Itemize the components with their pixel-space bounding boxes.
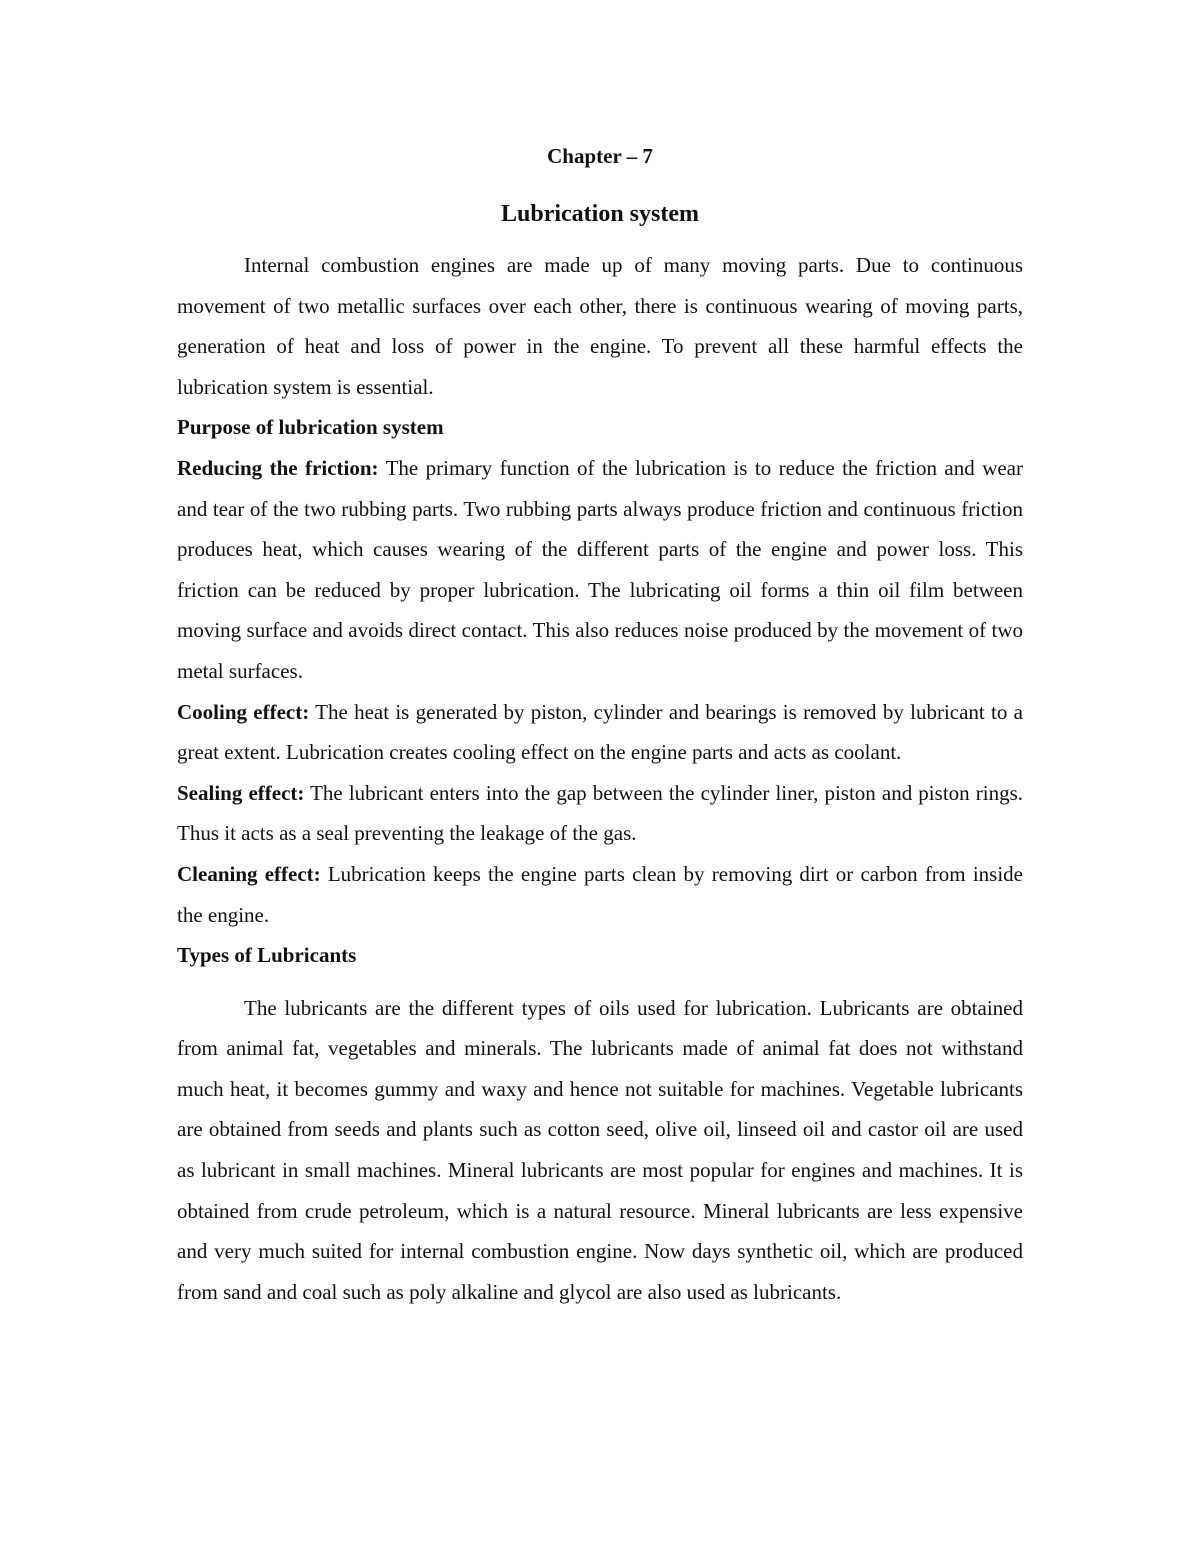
intro-paragraph: Internal combustion engines are made up of many moving parts. Due to continuous movement of two metallic surfaces over each other, there is continuous wearing of moving parts, generation of heat and loss of power in the engine. To prevent all these harmful effects the lubrication system is essential. bbox=[177, 253, 1023, 399]
purpose-friction-lead: Reducing the friction: bbox=[177, 455, 379, 480]
purpose-cleaning-paragraph bbox=[177, 854, 1023, 935]
purpose-heading: Purpose of lubrication system bbox=[177, 415, 444, 440]
purpose-cooling-lead: Cooling effect: bbox=[177, 699, 310, 724]
purpose-cooling-text: The heat is generated by piston, cylinder and bearings is removed by lubricant to a great extent. Lubrication creates cooling effect on the engine parts and acts as coolant. bbox=[177, 699, 1023, 765]
purpose-cleaning-lead: Cleaning effect: bbox=[177, 861, 321, 886]
purpose-friction-text: The primary function of the lubrication is to reduce the friction and wear and tear of the two rubbing parts. Two rubbing parts always produce friction and continuous friction produces heat, which causes wearing of the different parts of the engine and power loss. This friction can be reduced by proper lubrication. The lubricating oil forms a thin oil film between moving surface and avoids direct contact. This also reduces noise produced by the movement of two metal surfaces. bbox=[177, 455, 1023, 683]
types-paragraph: The lubricants are the different types of oils used for lubrication. Lubricants are obtained from animal fat, vegetables and minerals. The lubricants made of animal fat does not withstand much heat, it becomes gummy and waxy and hence not suitable for machines. Vegetable lubricants are obtained from seeds and plants such as cotton seed, olive oil, linseed oil and castor oil are used as lubricant in small machines. Mineral lubricants are most popular for engines and machines. It is obtained from crude petroleum, which is a natural resource. Mineral lubricants are less expensive and very much suited for internal combustion engine. Now days synthetic oil, which are produced from sand and coal such as poly alkaline and glycol are also used as lubricants. bbox=[177, 995, 1023, 1304]
purpose-cleaning-text: Lubrication keeps the engine parts clean by removing dirt or carbon from inside the engine. bbox=[177, 861, 1023, 927]
types-heading: Types of Lubricants bbox=[177, 943, 357, 968]
chapter-number: Chapter – 7 bbox=[547, 144, 653, 168]
purpose-sealing-paragraph bbox=[177, 773, 1023, 854]
purpose-friction-paragraph bbox=[177, 448, 1023, 692]
purpose-sealing-text: The lubricant enters into the gap between the cylinder liner, piston and piston rings. Thus it acts as a seal preventing the leakage of the gas. bbox=[177, 780, 1023, 846]
chapter-title: Lubrication system bbox=[501, 201, 699, 227]
page-content bbox=[177, 138, 1023, 1312]
purpose-sealing-lead: Sealing effect: bbox=[177, 780, 305, 805]
purpose-cooling-paragraph bbox=[177, 692, 1023, 773]
